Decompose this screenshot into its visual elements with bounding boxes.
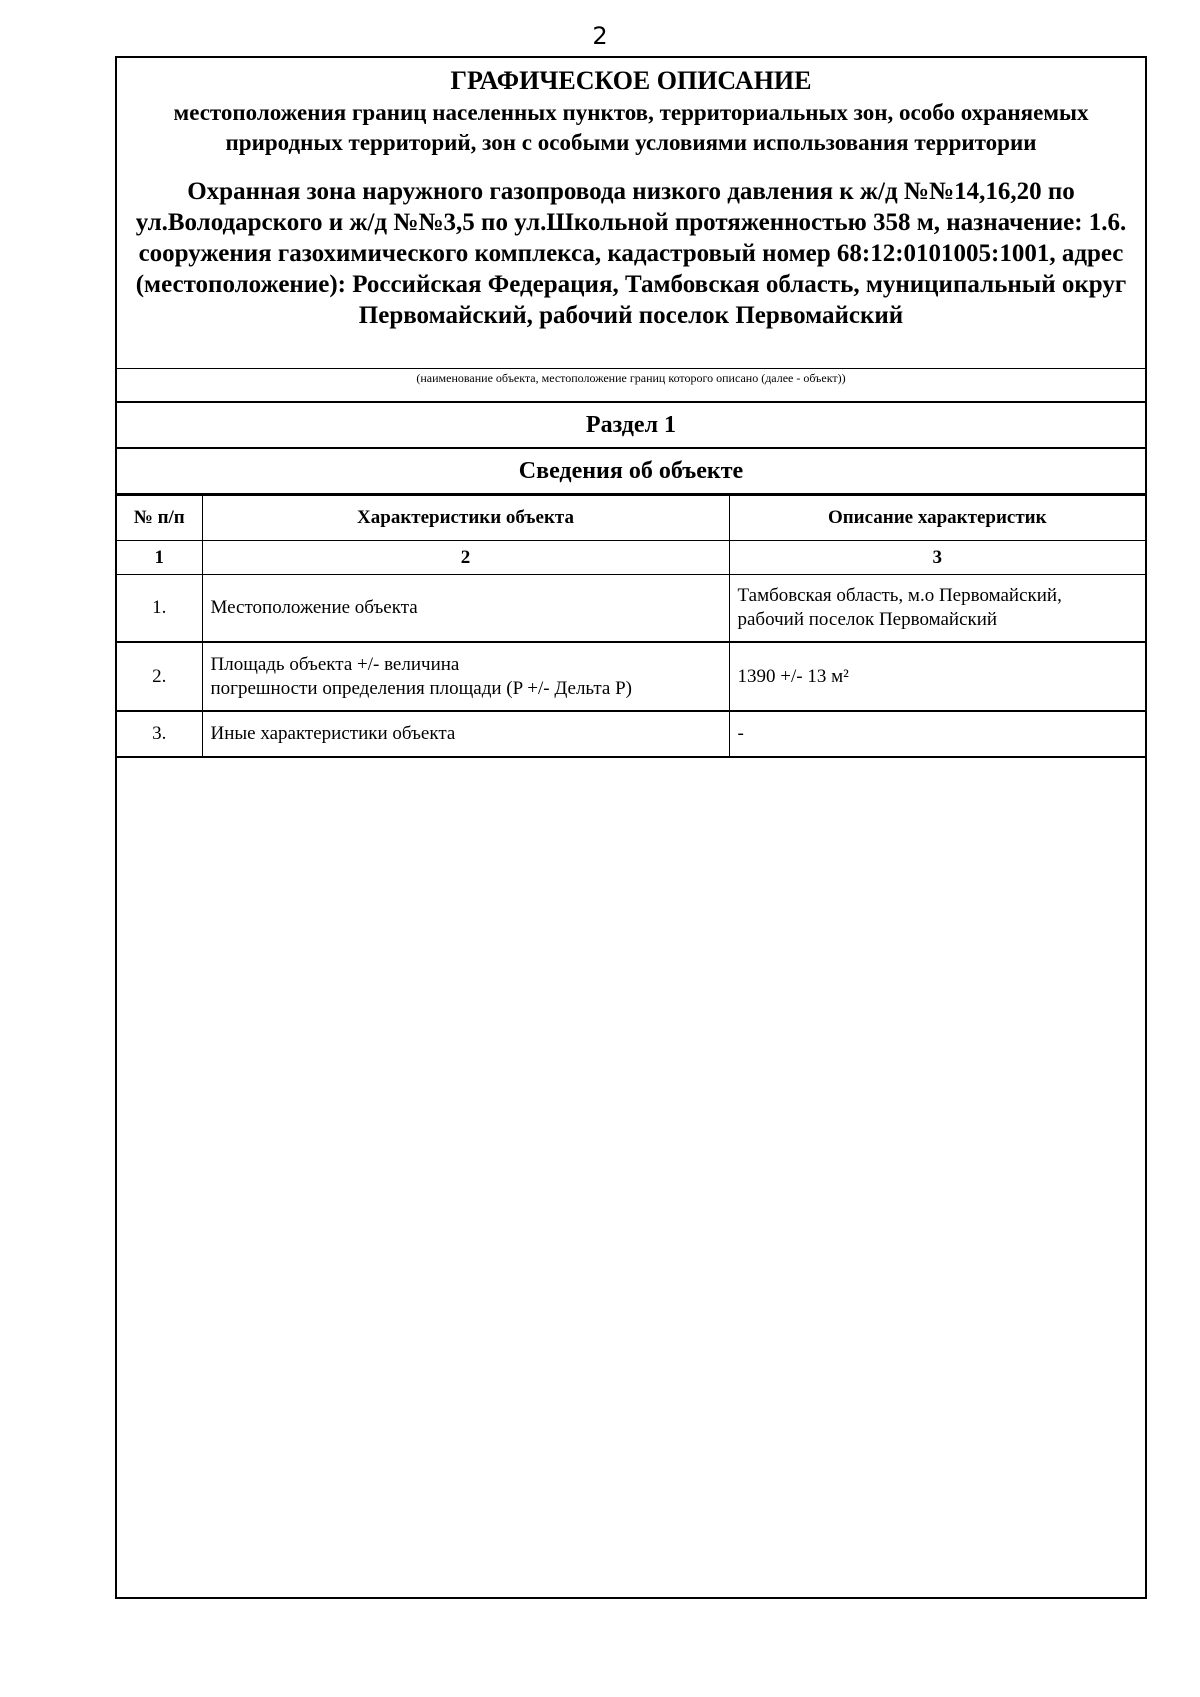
column-header-characteristic: Характеристики объекта: [202, 496, 729, 541]
row-characteristic: Иные характеристики объекта: [202, 711, 729, 757]
column-number: 1: [117, 541, 202, 575]
page-number: 2: [592, 22, 608, 50]
column-numbers-row: [117, 541, 1145, 575]
table-row: [117, 711, 1145, 757]
row-number: 1.: [117, 575, 202, 643]
section-number: Раздел 1: [117, 403, 1145, 449]
row-number: 2.: [117, 642, 202, 711]
object-name: Охранная зона наружного газопровода низкого давления к ж/д №№14,16,20 по ул.Володарского и ж/д №№3,5 по ул.Школьной протяженностью 358 м, назначение: 1.6. сооружения газохимического комплекса, кадастровый номер 68:12:0101005:1001, адрес (местоположение): Российская Федерация, Тамбовская область, муниципальный округ Первомайский, рабочий поселок Первомайский: [135, 178, 1127, 329]
row-description: -: [729, 711, 1145, 757]
document-subtitle: местоположения границ населенных пунктов, территориальных зон, особо охраняемых природных территорий, зон с особыми условиями использования территории: [173, 100, 1089, 155]
object-caption: (наименование объекта, местоположение границ которого описано (далее - объект)): [117, 369, 1145, 403]
document-header: [117, 58, 1145, 369]
object-info-table: [117, 495, 1145, 758]
row-characteristic: Площадь объекта +/- величина погрешности определения площади (P +/- Дельта P): [202, 642, 729, 711]
document-frame: [115, 56, 1147, 1599]
column-number: 3: [729, 541, 1145, 575]
column-header-num: № п/п: [117, 496, 202, 541]
row-number: 3.: [117, 711, 202, 757]
section-title: Сведения об объекте: [117, 449, 1145, 495]
column-header-description: Описание характеристик: [729, 496, 1145, 541]
document-title: ГРАФИЧЕСКОЕ ОПИСАНИЕ: [450, 66, 812, 95]
table-row: [117, 642, 1145, 711]
column-number: 2: [202, 541, 729, 575]
row-characteristic: Местоположение объекта: [202, 575, 729, 643]
row-description: Тамбовская область, м.о Первомайский, рабочий поселок Первомайский: [729, 575, 1145, 643]
row-description: 1390 +/- 13 м²: [729, 642, 1145, 711]
table-header-row: [117, 496, 1145, 541]
table-row: [117, 575, 1145, 643]
